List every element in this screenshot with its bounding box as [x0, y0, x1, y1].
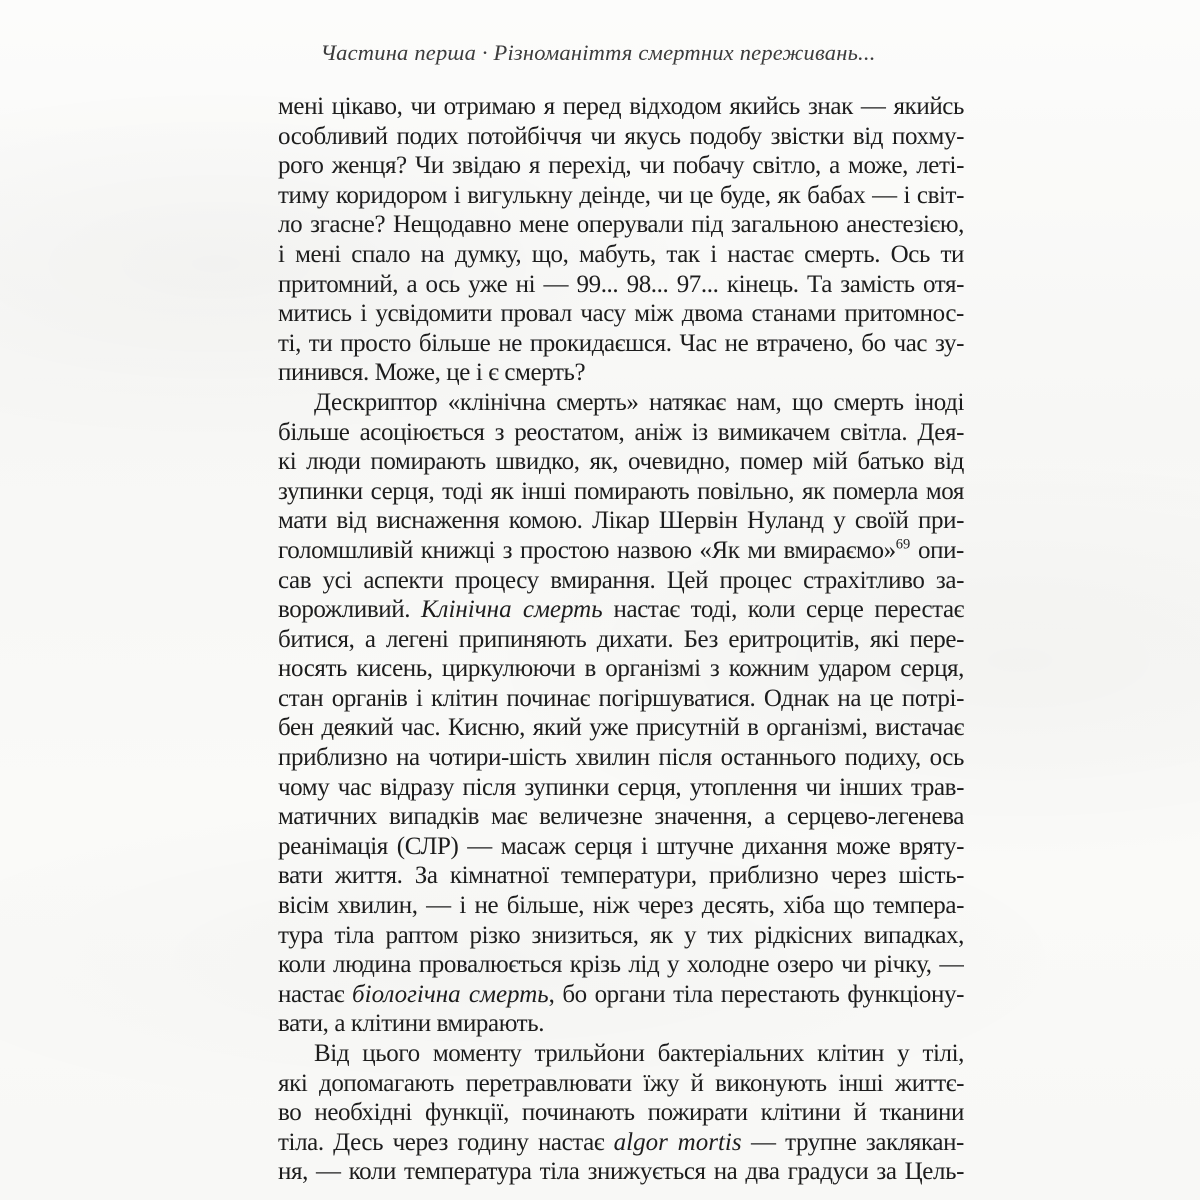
- text-line: зупинки серця, тоді як інші помирають повільно, як померла моя: [278, 477, 964, 505]
- text-line: вати, а клітини вмирають.: [278, 1010, 545, 1038]
- text-line: мені цікаво, чи отримаю я перед відходом якийсь знак — якийсь: [278, 93, 964, 120]
- text-line: приблизно на чотири-шість хвилин після останнього подиху, ось: [278, 744, 964, 772]
- text-line: ті, ти просто більше не прокидаєшся. Час не втрачено, бо час зу-: [278, 329, 964, 357]
- text-line: битися, а легені припиняють дихати. Без еритроцитів, які пере-: [278, 625, 964, 653]
- text-line: і мені спало на думку, що, мабуть, так і настає смерть. Ось ти: [278, 240, 964, 268]
- text-line: кі люди помирають швидко, як, очевидно, помер мій батько від: [278, 448, 964, 476]
- text-line: реанімація (СЛР) — масаж серця і штучне дихання може вряту-: [278, 832, 964, 860]
- text-line: ворожливий. Клінічна смерть настає тоді, коли серце перестає: [278, 596, 964, 624]
- text-line: тура тіла раптом різко знизиться, як у тих рідкісних випадках,: [278, 921, 964, 949]
- text-line: коли людина провалюється крізь лід у холодне озеро чи річку, —: [278, 951, 964, 979]
- text-line: Від цього моменту трильйони бактеріальних клітин у тілі,: [314, 1040, 964, 1067]
- text-line: стан органів і клітин починає погіршуватися. Однак на це потрі-: [278, 684, 964, 712]
- text-line: носять кисень, циркулюючи в організмі з кожним ударом серця,: [278, 655, 964, 683]
- text-line: притомний, а ось уже ні — 99... 98... 97... кінець. Та замість отя-: [278, 270, 964, 298]
- text-line: рого женця? Чи звідаю я перехід, чи побачу світло, а може, леті-: [278, 152, 964, 180]
- text-line: тиму коридором і вигулькну деінде, чи це буде, як бабах — і світ-: [278, 181, 964, 209]
- text-line: особливий подих потойбіччя чи якусь подобу звістки від похму-: [278, 122, 964, 150]
- text-line: бен деякий час. Кисню, який уже присутній в організмі, вистачає: [278, 714, 964, 742]
- text-line: голомшливій книжці з простою назвою «Як ми вмираємо»$^{69}$ опи-: [278, 536, 964, 564]
- text-line: сав усі аспекти процесу вмирання. Цей процес страхітливо за-: [278, 566, 964, 594]
- body-text: [278, 92, 964, 1187]
- text-line: вати життя. За кімнатної температури, приблизно через шість-: [278, 862, 964, 890]
- text-line: більше асоціюється з реостатом, аніж із вимикачем світла. Дея-: [278, 418, 964, 446]
- text-line: Дескриптор «клінічна смерть» натякає нам, що смерть іноді: [314, 388, 964, 416]
- text-line: во необхідні функції, починають пожирати клітини й тканини: [278, 1099, 964, 1127]
- text-line: настає біологічна смерть, бо органи тіла перестають функціону-: [278, 980, 964, 1008]
- text-line: пинився. Може, це і є смерть?: [278, 359, 586, 387]
- text-line: ло згасне? Нещодавно мене оперували під загальною анестезією,: [278, 211, 964, 239]
- text-line: які допомагають перетравлювати їжу й виконують інші життє-: [278, 1069, 964, 1097]
- running-header: Частина перша · Різноманіття смертних переживань...: [320, 40, 876, 65]
- text-line: мати від виснаження комою. Лікар Шервін Нуланд у своїй при-: [278, 507, 964, 535]
- text-line: митись і усвідомити провал часу між двома станами притомнос-: [278, 300, 964, 328]
- text-line: чому час відразу після зупинки серця, утоплення чи інших трав-: [278, 773, 964, 801]
- text-line: ня, — коли температура тіла знижується на два градуси за Цель-: [278, 1158, 964, 1186]
- text-line: вісім хвилин, — і не більше, ніж через десять, хіба що темпера-: [278, 892, 964, 920]
- text-line: матичних випадків має величезне значення, а серцево-легенева: [278, 803, 964, 831]
- text-line: тіла. Десь через годину настає algor mortis — трупне заклякан-: [278, 1128, 964, 1156]
